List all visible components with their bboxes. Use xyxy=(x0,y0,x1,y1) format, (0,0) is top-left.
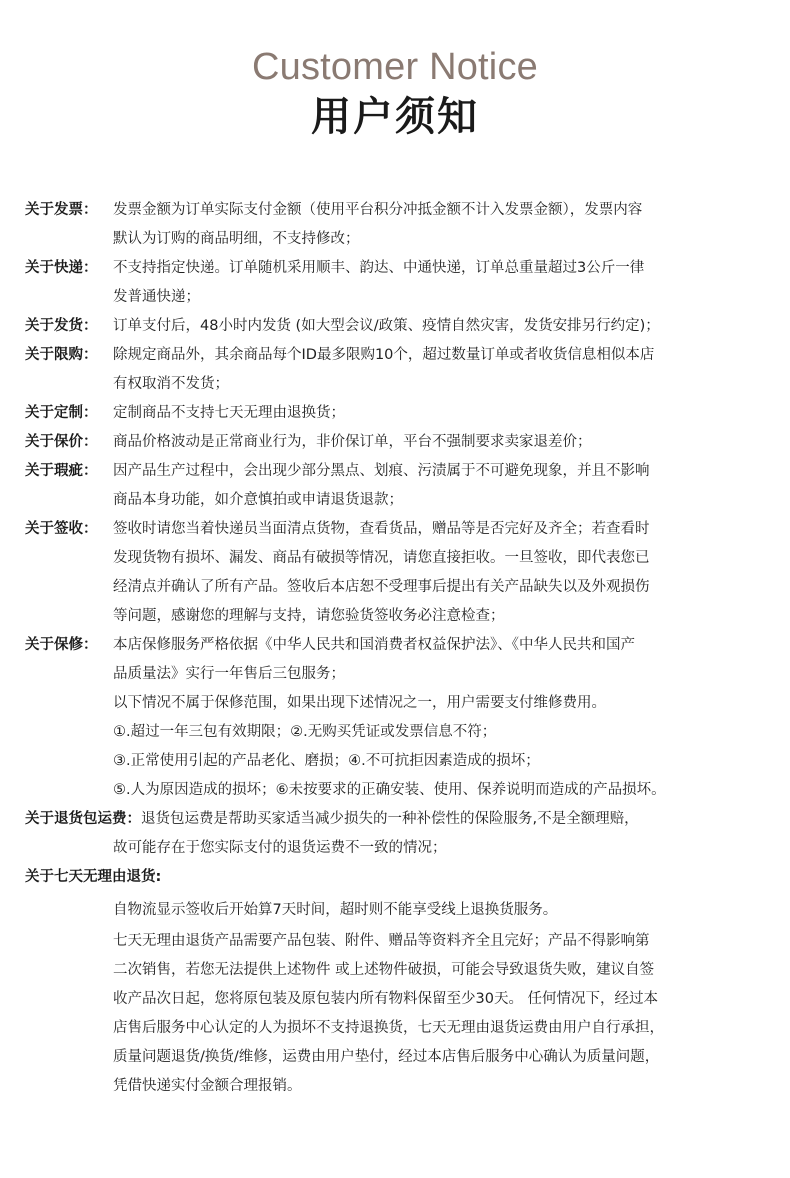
text-line: 等问题，感谢您的理解与支持，请您验货签收务必注意检查； xyxy=(113,608,505,624)
notice-body xyxy=(25,196,785,1101)
text-line: ③.正常使用引起的产品老化、磨损；④.不可抗拒因素造成的损坏； xyxy=(113,753,540,769)
item-label: 关于快递： xyxy=(25,260,98,276)
text-line: 默认为订购的商品明细，不支持修改； xyxy=(113,231,360,247)
text-line: 除规定商品外，其余商品每个ID最多限购10个，超过数量订单或者收货信息相似本店 xyxy=(113,347,655,363)
text-line: 质量问题退货/换货/维修，运费由用户垫付，经过本店售后服务中心确认为质量问题， xyxy=(113,1049,660,1065)
header xyxy=(0,44,790,142)
text-line: 凭借快递实付金额合理报销。 xyxy=(113,1078,302,1094)
item-label: 关于保价： xyxy=(25,434,98,450)
item-label: 关于发货： xyxy=(25,318,98,334)
text-line: 因产品生产过程中，会出现少部分黑点、划痕、污渍属于不可避免现象，并且不影响 xyxy=(113,463,650,479)
text-line: 退货包运费是帮助买家适当减少损失的一种补偿性的保险服务,不是全额理赔， xyxy=(141,811,639,827)
notice-item-return-shipping xyxy=(25,805,785,863)
text-line: ⑤.人为原因造成的损坏；⑥未按要求的正确安装、使用、保养说明而造成的产品损坏。 xyxy=(113,782,666,798)
text-line: 有权取消不发货； xyxy=(113,376,229,392)
text-line: 定制商品不支持七天无理由退换货； xyxy=(113,405,345,421)
notice-item-purchase-limit xyxy=(25,341,785,399)
item-label: 关于瑕疵： xyxy=(25,463,98,479)
notice-item-shipping xyxy=(25,312,785,341)
text-line: 经清点并确认了所有产品。签收后本店恕不受理事后提出有关产品缺失以及外观损伤 xyxy=(113,579,650,595)
title-chinese: 用户须知 xyxy=(311,94,479,140)
item-text xyxy=(113,428,785,457)
text-line: 故可能存在于您实际支付的退货运费不一致的情况； xyxy=(113,840,447,856)
item-label: 关于七天无理由退货: xyxy=(25,869,162,885)
notice-item-price-protection xyxy=(25,428,785,457)
notice-item-warranty xyxy=(25,631,785,805)
text-line: 七天无理由退货产品需要产品包装、附件、赠品等资料齐全且完好；产品不得影响第 xyxy=(113,933,650,949)
item-text xyxy=(113,457,785,515)
title-english: Customer Notice xyxy=(252,46,538,88)
text-line: 订单支付后，48小时内发货 (如大型会议/政策、疫情自然灾害，发货安排另行约定)； xyxy=(113,318,660,334)
text-line: 自物流显示签收后开始算7天时间，超时则不能享受线上退换货服务。 xyxy=(113,902,558,918)
text-line: 发现货物有损坏、漏发、商品有破损等情况，请您直接拒收。一旦签收，即代表您已 xyxy=(113,550,650,566)
text-line: 收产品次日起，您将原包装及原包装内所有物料保留至少30天。 任何情况下，经过本 xyxy=(113,991,659,1007)
return-shipping-first-row xyxy=(25,805,785,834)
item-label: 关于定制： xyxy=(25,405,98,421)
text-line: 签收时请您当着快递员当面清点货物，查看货品，赠品等是否完好及齐全；若查看时 xyxy=(113,521,650,537)
text-line: 二次销售，若您无法提供上述物件 或上述物件破损，可能会导致退货失败，建议自签 xyxy=(113,962,655,978)
item-label: 关于签收： xyxy=(25,521,98,537)
item-text xyxy=(113,341,785,399)
text-line: ①.超过一年三包有效期限；②.无购买凭证或发票信息不符； xyxy=(113,724,497,740)
text-line: 店售后服务中心认定的人为损坏不支持退换货，七天无理由退货运费由用户自行承担， xyxy=(113,1020,664,1036)
text-line: 本店保修服务严格依据《中华人民共和国消费者权益保护法》、《中华人民共和国产 xyxy=(113,637,635,653)
item-label: 关于限购： xyxy=(25,347,98,363)
notice-item-signing xyxy=(25,515,785,631)
text-line: 品质量法》实行一年售后三包服务； xyxy=(113,666,345,682)
text-line: 商品价格波动是正常商业行为，非价保订单，平台不强制要求卖家退差价； xyxy=(113,434,592,450)
notice-item-invoice xyxy=(25,196,785,254)
notice-item-seven-day-return xyxy=(25,863,785,1101)
item-text xyxy=(113,254,785,312)
item-text xyxy=(113,399,785,428)
item-text xyxy=(113,196,785,254)
notice-item-defects xyxy=(25,457,785,515)
notice-item-custom xyxy=(25,399,785,428)
text-line: 发普通快递； xyxy=(113,289,200,305)
notice-item-express xyxy=(25,254,785,312)
text-line: 发票金额为订单实际支付金额（使用平台积分冲抵金额不计入发票金额），发票内容 xyxy=(113,202,643,218)
text-line: 商品本身功能，如介意慎拍或申请退货退款； xyxy=(113,492,403,508)
item-label: 关于保修： xyxy=(25,637,98,653)
item-label: 关于发票： xyxy=(25,202,98,218)
item-text xyxy=(113,631,785,805)
item-label: 关于退货包运费： xyxy=(25,811,141,827)
text-line: 以下情况不属于保修范围，如果出现下述情况之一，用户需要支付维修费用。 xyxy=(113,695,606,711)
item-text xyxy=(113,312,785,341)
text-line: 不支持指定快递。订单随机采用顺丰、韵达、中通快递，订单总重量超过3公斤一律 xyxy=(113,260,645,276)
item-text xyxy=(113,515,785,631)
